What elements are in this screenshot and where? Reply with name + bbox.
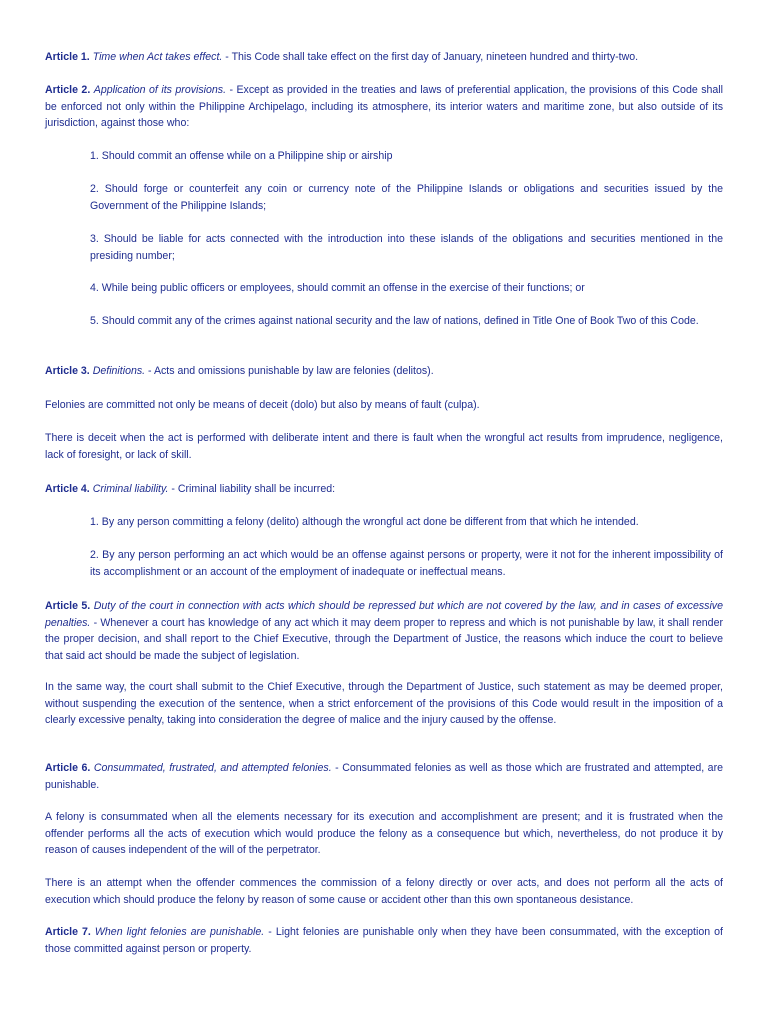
article-heading: Consummated, frustrated, and attempted felonies. — [93, 762, 332, 774]
article-heading: Definitions. — [92, 365, 146, 377]
article-label: Article 3. — [45, 365, 90, 377]
article-4 — [45, 481, 723, 498]
article-1 — [45, 49, 723, 66]
article-2-item-4: 4. While being public officers or employees, should commit an offense in the exercise of their functions; or — [90, 282, 585, 294]
article-label: Article 7. — [45, 926, 91, 938]
article-heading: Criminal liability. — [92, 483, 169, 495]
article-text: - This Code shall take effect on the first day of January, nineteen hundred and thirty-two. — [222, 51, 639, 63]
article-3-paragraph-1: Felonies are committed not only be means of deceit (dolo) but also by means of fault (culpa). — [45, 399, 480, 411]
article-6-paragraph-1: A felony is consummated when all the elements necessary for its execution and accomplishment are present; and it is frustrated when the offender performs all the acts of execution which would produce the felony as a consequence but which, nevertheless, do not produce it by reason of causes independent of the will of the perpetrator. — [45, 811, 723, 856]
article-2-item-2: 2. Should forge or counterfeit any coin or currency note of the Philippine Islands or obligations and securities issued by the Government of the Philippine Islands; — [90, 183, 723, 212]
article-label: Article 4. — [45, 483, 90, 495]
article-text: - Acts and omissions punishable by law are felonies (delitos). — [145, 365, 434, 377]
article-text: - Criminal liability shall be incurred: — [168, 483, 336, 495]
article-4-item-2: 2. By any person performing an act which would be an offense against persons or property, were it not for the inherent impossibility of its accomplishment or an account of the employment of inadequate or ineffectual means. — [90, 549, 723, 578]
article-6 — [45, 760, 723, 793]
article-2 — [45, 82, 723, 132]
article-2-item-1: 1. Should commit an offense while on a Philippine ship or airship — [90, 150, 393, 162]
article-heading: When light felonies are punishable. — [94, 926, 265, 938]
article-heading: Duty of the court in connection with acts which should be repressed but which are not covered by the law, and in cases of excessive penalties. — [45, 600, 723, 629]
article-6-paragraph-2: There is an attempt when the offender commences the commission of a felony directly or over acts, and does not perform all the acts of execution which should produce the felony by reason of some cause or accident other than this own spontaneous desistance. — [45, 877, 723, 906]
article-2-item-3: 3. Should be liable for acts connected with the introduction into these islands of the obligations and securities mentioned in the presiding number; — [90, 233, 723, 262]
article-heading: Time when Act takes effect. — [92, 51, 223, 63]
article-3-paragraph-2: There is deceit when the act is performed with deliberate intent and there is fault when the wrongful act results from imprudence, negligence, lack of foresight, or lack of skill. — [45, 432, 723, 461]
article-text: - Light felonies are punishable only when they have been consummated, with the exception of those committed against person or property. — [45, 926, 723, 955]
article-7 — [45, 924, 723, 957]
article-5-paragraph-1: In the same way, the court shall submit to the Chief Executive, through the Department of Justice, such statement as may be deemed proper, without suspending the execution of the sentence, when a strict enforcement of the provisions of this Code would result in the imposition of a clearly excessive penalty, taking into consideration the degree of malice and the injury caused by the offense. — [45, 681, 723, 726]
article-3 — [45, 363, 723, 380]
article-label: Article 2. — [45, 84, 91, 96]
article-label: Article 6. — [45, 762, 91, 774]
article-4-item-1: 1. By any person committing a felony (delito) although the wrongful act done be different from that which he intended. — [90, 516, 639, 528]
article-2-item-5: 5. Should commit any of the crimes against national security and the law of nations, defined in Title One of Book Two of this Code. — [90, 315, 699, 327]
article-label: Article 5. — [45, 600, 91, 612]
article-heading: Application of its provisions. — [93, 84, 227, 96]
article-5 — [45, 598, 723, 664]
article-text: - Consummated felonies as well as those which are frustrated and attempted, are punishable. — [45, 762, 723, 791]
article-label: Article 1. — [45, 51, 90, 63]
article-text: - Whenever a court has knowledge of any act which it may deem proper to repress and which is not punishable by law, it shall render the proper decision, and shall report to the Chief Executive, through the Department of Justice, the reasons which induce the court to believe that said act should be made the subject of legislation. — [45, 616, 723, 662]
article-text: - Except as provided in the treaties and laws of preferential application, the provisions of this Code shall be enforced not only within the Philippine Archipelago, including its atmosphere, its interior waters and maritime zone, but also outside of its jurisdiction, against those who: — [45, 84, 723, 129]
